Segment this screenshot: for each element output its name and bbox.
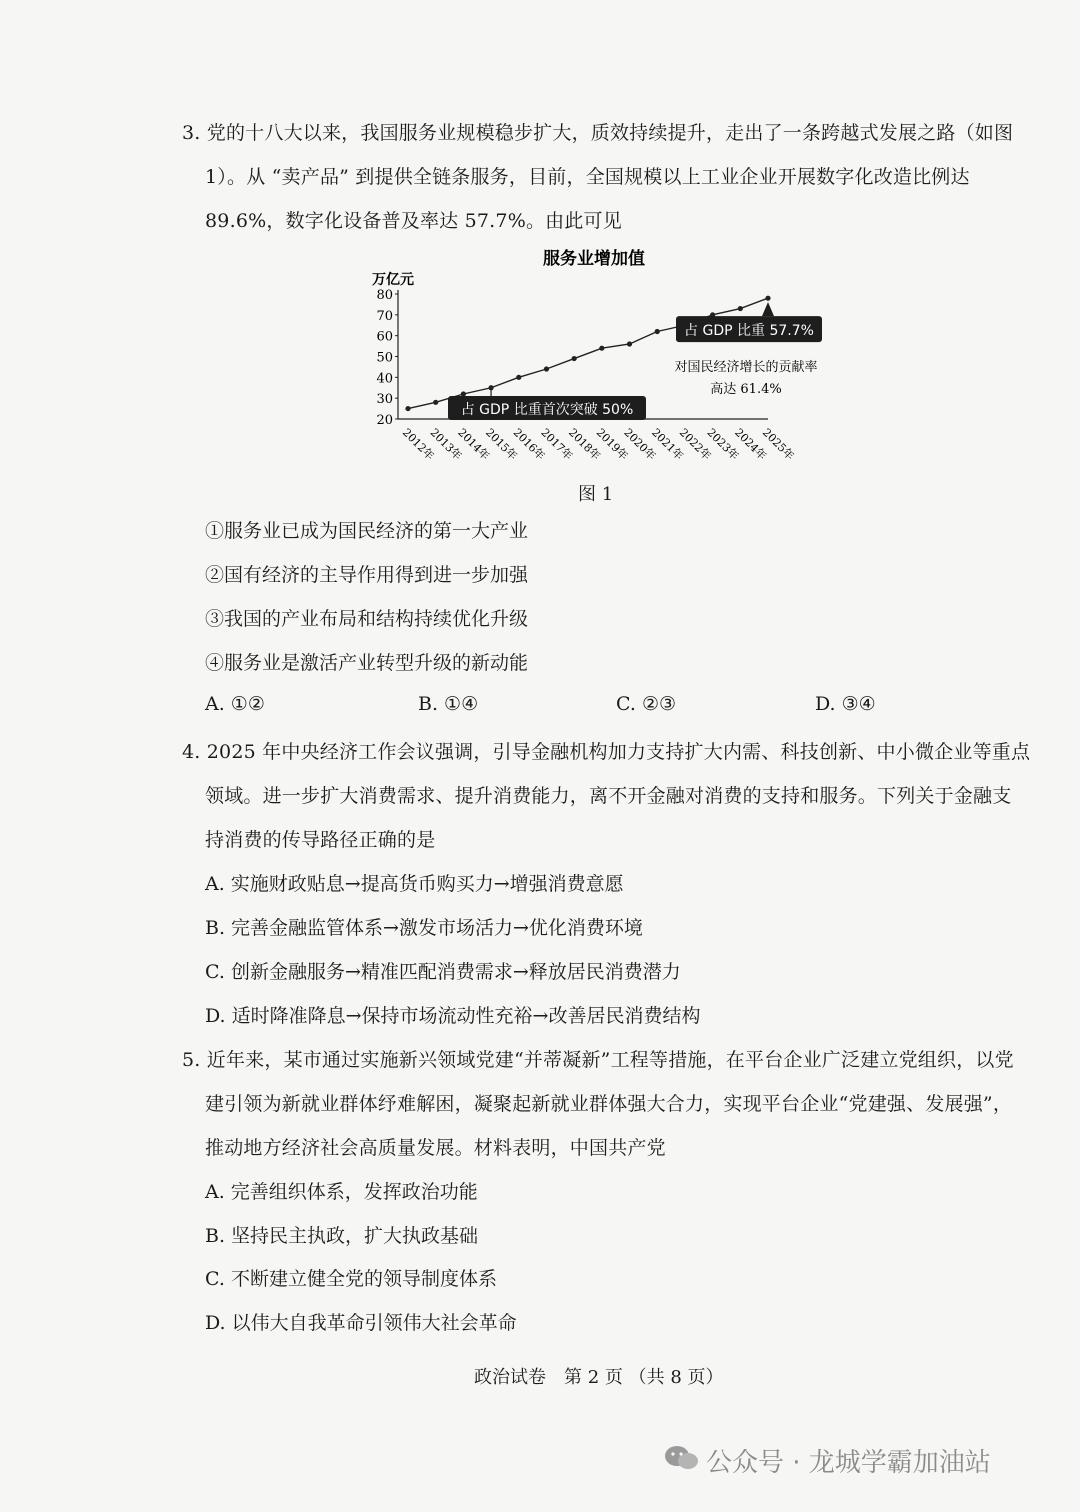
q3-line-1: 3. 党的十八大以来，我国服务业规模稳步扩大，质效持续提升，走出了一条跨越式发展之路（如图: [182, 122, 1014, 144]
q4-line-1: 4. 2025 年中央经济工作会议强调，引导金融机构加力支持扩大内需、科技创新、中小微企业等重点: [182, 741, 1031, 763]
q3-line-3: 89.6%，数字化设备普及率达 57.7%。由此可见: [205, 210, 622, 232]
data-point: [738, 306, 743, 311]
q5-line-3: 推动地方经济社会高质量发展。材料表明，中国共产党: [205, 1137, 666, 1159]
q5-option-c[interactable]: C. 不断建立健全党的领导制度体系: [205, 1268, 497, 1290]
x-tick-label: 2024年: [732, 425, 769, 463]
q3-option-c[interactable]: C. ②③: [616, 693, 677, 715]
data-point: [655, 329, 660, 334]
y-tick-label: 50: [376, 350, 393, 366]
chart-callouts: [448, 302, 822, 420]
data-point: [433, 400, 438, 405]
data-point: [572, 356, 577, 361]
x-tick-label: 2016年: [510, 425, 548, 463]
data-point: [599, 346, 604, 351]
callout-2025-text: 占 GDP 比重 57.7%: [684, 323, 814, 340]
q4-option-b[interactable]: B. 完善金融监管体系→激发市场活力→优化消费环境: [205, 917, 643, 939]
y-tick-label: 70: [376, 308, 393, 324]
callout-2025-pointer: [762, 302, 774, 316]
data-point: [405, 406, 410, 411]
q4-line-3: 持消费的传导路径正确的是: [205, 829, 436, 851]
x-tick-label: 2018年: [566, 425, 603, 463]
y-axis-label: 万亿元: [372, 272, 414, 288]
wechat-icon: [662, 1444, 702, 1472]
q4-line-2: 领域。进一步扩大消费需求、提升消费能力，离不开金融对消费的支持和服务。下列关于金融支: [205, 785, 1012, 807]
watermark-text: 公众号 · 龙城学霸加油站: [706, 1448, 991, 1478]
q5-line-2: 建引领为新就业群体纾难解困，凝聚起新就业群体强大合力，实现平台企业“党建强、发展强”，: [205, 1093, 1013, 1115]
figure-caption: 图 1: [578, 484, 614, 505]
q3-option-b[interactable]: B. ①④: [418, 693, 479, 715]
q3-statement-1: ①服务业已成为国民经济的第一大产业: [205, 520, 529, 542]
callout-2015-text: 占 GDP 比重首次突破 50%: [460, 402, 634, 418]
y-tick-label: 30: [376, 392, 393, 408]
q5-option-d[interactable]: D. 以伟大自我革命引领伟大社会革命: [205, 1312, 517, 1334]
x-tick-label: 2020年: [621, 425, 659, 463]
y-tick-label: 60: [376, 329, 393, 345]
x-tick-label: 2013年: [427, 425, 465, 463]
x-tick-label: 2019年: [593, 425, 631, 463]
q5-option-a[interactable]: A. 完善组织体系，发挥政治功能: [205, 1181, 478, 1203]
q3-statement-4: ④服务业是激活产业转型升级的新动能: [205, 652, 529, 674]
x-tick-label: 2015年: [482, 425, 520, 463]
y-tick-label: 20: [376, 413, 393, 428]
note-line-1: 对国民经济增长的贡献率: [674, 360, 818, 375]
x-tick-label: 2023年: [704, 425, 742, 463]
x-tick-label: 2014年: [455, 425, 493, 463]
x-tick-label: 2017年: [538, 425, 576, 463]
note-line-2: 高达 61.4%: [710, 382, 782, 397]
q4-option-a[interactable]: A. 实施财政贴息→提高货币购买力→增强消费意愿: [205, 873, 624, 895]
page-footer: 政治试卷 第 2 页 （共 8 页）: [474, 1367, 724, 1388]
y-tick-label: 80: [376, 288, 393, 303]
q3-line-2: 1）。从 “卖产品” 到提供全链条服务，目前，全国规模以上工业企业开展数字化改造比例达: [205, 166, 970, 188]
service-industry-chart: [368, 244, 818, 480]
x-tick-label: 2021年: [649, 425, 686, 463]
q4-option-c[interactable]: C. 创新金融服务→精准匹配消费需求→释放居民消费潜力: [205, 961, 681, 983]
q5-option-b[interactable]: B. 坚持民主执政，扩大执政基础: [205, 1225, 479, 1247]
q3-statement-2: ②国有经济的主导作用得到进一步加强: [205, 564, 529, 586]
chart-ticks: [376, 288, 797, 463]
data-point: [544, 366, 549, 371]
x-tick-label: 2025年: [759, 425, 797, 463]
x-tick-label: 2022年: [676, 425, 714, 463]
q3-option-d[interactable]: D. ③④: [815, 693, 876, 715]
chart-title: 服务业增加值: [543, 249, 645, 269]
chart-svg: [368, 244, 818, 480]
data-point: [461, 391, 466, 396]
data-point: [516, 375, 521, 380]
q4-option-d[interactable]: D. 适时降准降息→保持市场流动性充裕→改善居民消费结构: [205, 1005, 701, 1027]
y-tick-label: 40: [376, 371, 393, 387]
q5-line-1: 5. 近年来，某市通过实施新兴领域党建“并蒂凝新”工程等措施，在平台企业广泛建立党组织，以党: [182, 1049, 1014, 1071]
data-point: [627, 341, 632, 346]
q3-statement-3: ③我国的产业布局和结构持续优化升级: [205, 608, 529, 630]
data-point: [765, 296, 770, 301]
x-tick-label: 2012年: [399, 425, 437, 463]
q3-option-a[interactable]: A. ①②: [205, 693, 265, 715]
